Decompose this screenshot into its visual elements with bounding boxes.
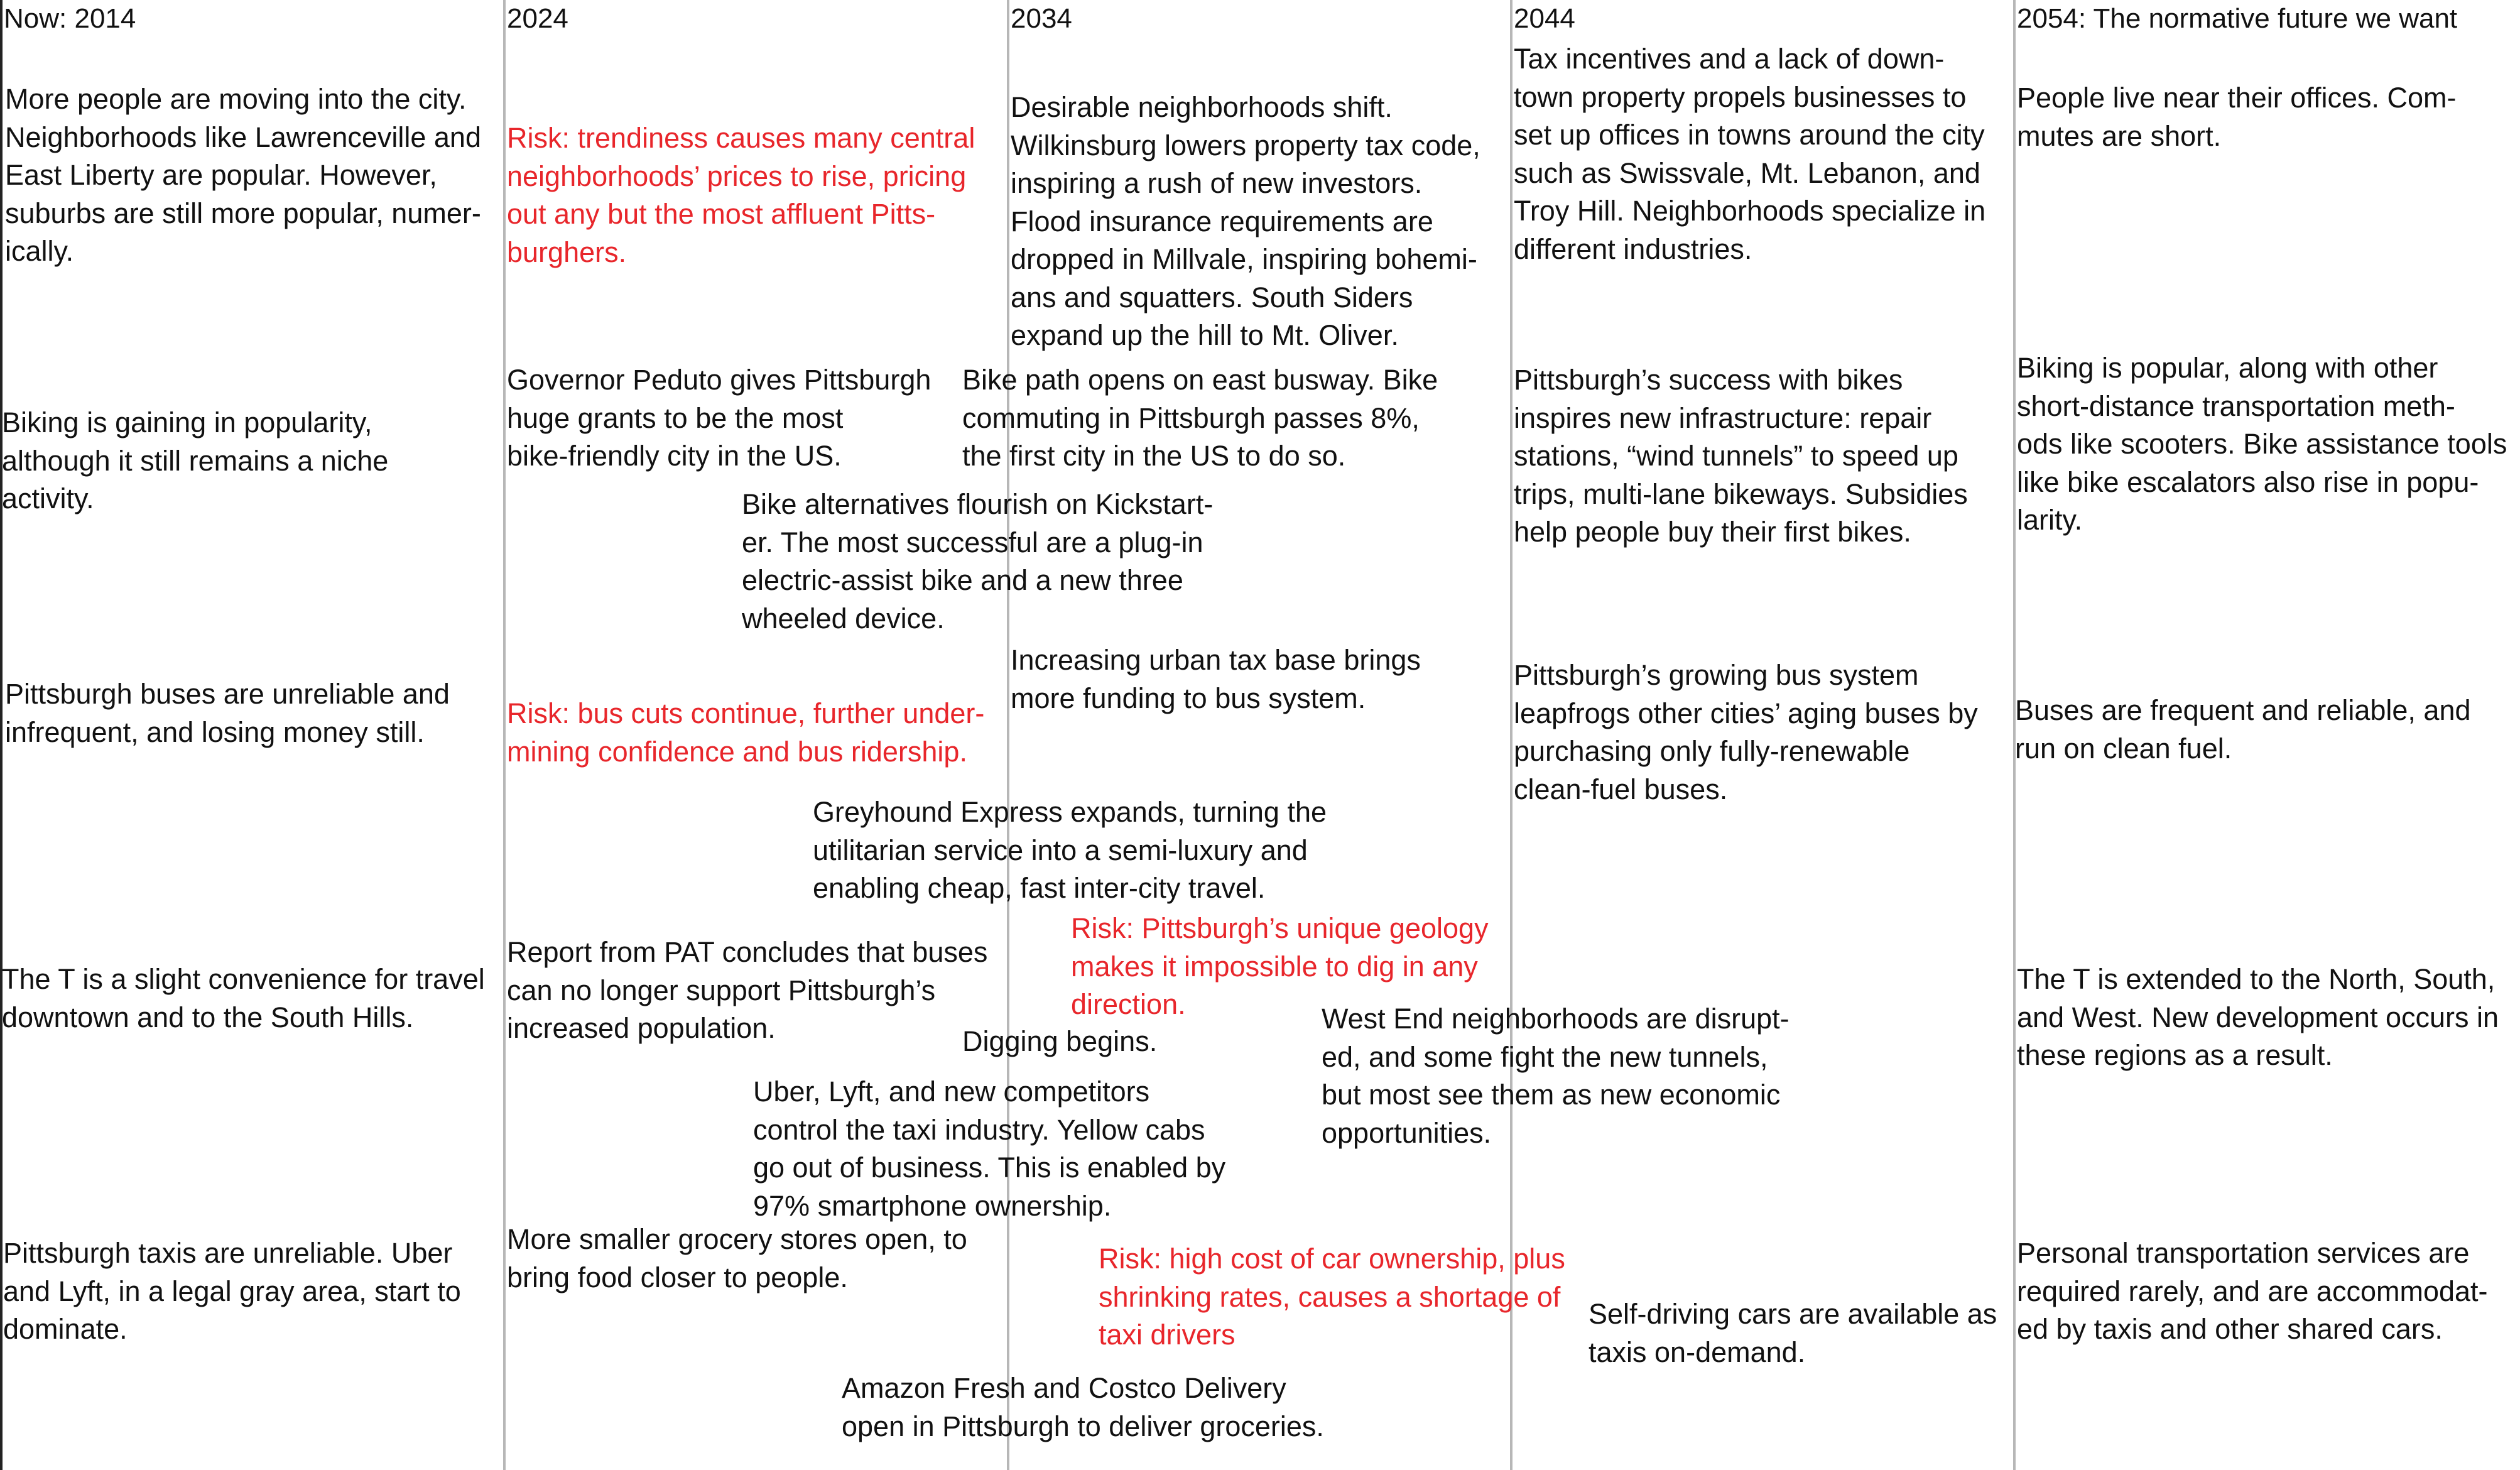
note-peduto-grants: Governor Peduto gives Pittsburgh huge grants to be the most bike-friendly city in the US. — [507, 364, 931, 472]
column-header-2044: 2044 — [1514, 3, 1575, 34]
note-now-buses: Pittsburgh buses are unreliable and infrequent, and losing money still. — [5, 678, 450, 748]
note-uber-lyft: Uber, Lyft, and new competitors control the taxi industry. Yellow cabs go out of business. This is enabled by 97% smartphone ownership. — [753, 1075, 1226, 1222]
note-now-taxis: Pittsburgh taxis are unreliable. Uber and Lyft, in a legal gray area, start to dominate. — [3, 1237, 461, 1345]
note-grocery-stores: More smaller grocery stores open, to bring food closer to people. — [507, 1223, 967, 1293]
note-now-biking: Biking is gaining in popularity, although it still remains a niche activity. — [2, 406, 389, 514]
risk-car-cost: Risk: high cost of car ownership, plus shrinking rates, causes a shortage of taxi drivers — [1099, 1243, 1565, 1351]
column-header-now: Now: 2014 — [4, 3, 136, 34]
risk-bus-cuts: Risk: bus cuts continue, further under- mining confidence and bus ridership. — [507, 697, 985, 768]
note-now-city: More people are moving into the city. Neighborhoods like Lawrenceville and East Liberty are popular. However, suburbs are still more popular, numer- ically. — [5, 83, 481, 267]
note-greyhound-express: Greyhound Express expands, turning the utilitarian service into a semi-luxury and enabling cheap, fast inter-city travel. — [813, 796, 1327, 904]
column-header-2054: 2054: The normative future we want — [2017, 3, 2458, 34]
note-now-t: The T is a slight convenience for travel downtown and to the South Hills. — [2, 963, 485, 1033]
risk-trendiness: Risk: trendiness causes many central neighborhoods’ prices to rise, pricing out any but the most affluent Pitts- burghers. — [507, 122, 975, 268]
column-divider-2024 — [503, 0, 506, 1470]
column-header-2034: 2034 — [1011, 3, 1072, 34]
note-tax-2044: Tax incentives and a lack of down- town property propels businesses to set up offices in towns around the city such as Swissvale, Mt. Lebanon, and Troy Hill. Neighborhoods specialize in different industries. — [1514, 43, 1986, 265]
note-future-offices: People live near their offices. Com- mutes are short. — [2017, 82, 2457, 152]
note-future-t: The T is extended to the North, South, and West. New development occurs in these regions as a result. — [2017, 963, 2499, 1071]
note-bike-infrastructure-2044: Pittsburgh’s success with bikes inspires new infrastructure: repair stations, “wind tunnels” to speed up trips, multi-lane bikeways. Subsidies help people buy their first bikes. — [1514, 364, 1968, 548]
note-digging-begins: Digging begins. — [962, 1025, 1158, 1057]
note-urban-tax-base: Increasing urban tax base brings more funding to bus system. — [1011, 644, 1421, 714]
risk-geology: Risk: Pittsburgh’s unique geology makes it impossible to dig in any direction. — [1071, 912, 1489, 1020]
note-bike-path: Bike path opens on east busway. Bike commuting in Pittsburgh passes 8%, the first city in the US to do so. — [962, 364, 1438, 472]
note-future-taxis: Personal transportation services are required rarely, and are accommodat- ed by taxis and other shared cars. — [2017, 1237, 2488, 1345]
note-future-biking: Biking is popular, along with other short-distance transportation meth- ods like scooters. Bike assistance tools like bike escalators also rise in popu- larity. — [2017, 352, 2507, 536]
note-self-driving: Self-driving cars are available as taxis on-demand. — [1589, 1298, 1997, 1368]
column-divider-2034 — [1007, 0, 1009, 1470]
note-west-end: West End neighborhoods are disrupt- ed, and some fight the new tunnels, but most see them as new economic opportunities. — [1322, 1003, 1790, 1149]
note-amazon-fresh: Amazon Fresh and Costco Delivery open in Pittsburgh to deliver groceries. — [842, 1372, 1324, 1442]
note-bike-alternatives: Bike alternatives flourish on Kickstart- er. The most successful are a plug-in electric-assist bike and a new three wheeled device. — [742, 488, 1214, 634]
column-divider-now — [0, 0, 3, 1470]
note-bus-system-2044: Pittsburgh’s growing bus system leapfrogs other cities’ aging buses by purchasing only fully-renewable clean-fuel buses. — [1514, 659, 1978, 805]
column-header-2024: 2024 — [507, 3, 568, 34]
note-pat-report: Report from PAT concludes that buses can no longer support Pittsburgh’s increased population. — [507, 936, 988, 1044]
note-future-buses: Buses are frequent and reliable, and run on clean fuel. — [2015, 694, 2471, 765]
note-neighborhoods-2034: Desirable neighborhoods shift. Wilkinsburg lowers property tax code, inspiring a rush of new investors. Flood insurance requirements are dropped in Millvale, inspiring bohemi- ans and squatters. South Siders expand up the hill to Mt. Oliver. — [1011, 91, 1480, 351]
